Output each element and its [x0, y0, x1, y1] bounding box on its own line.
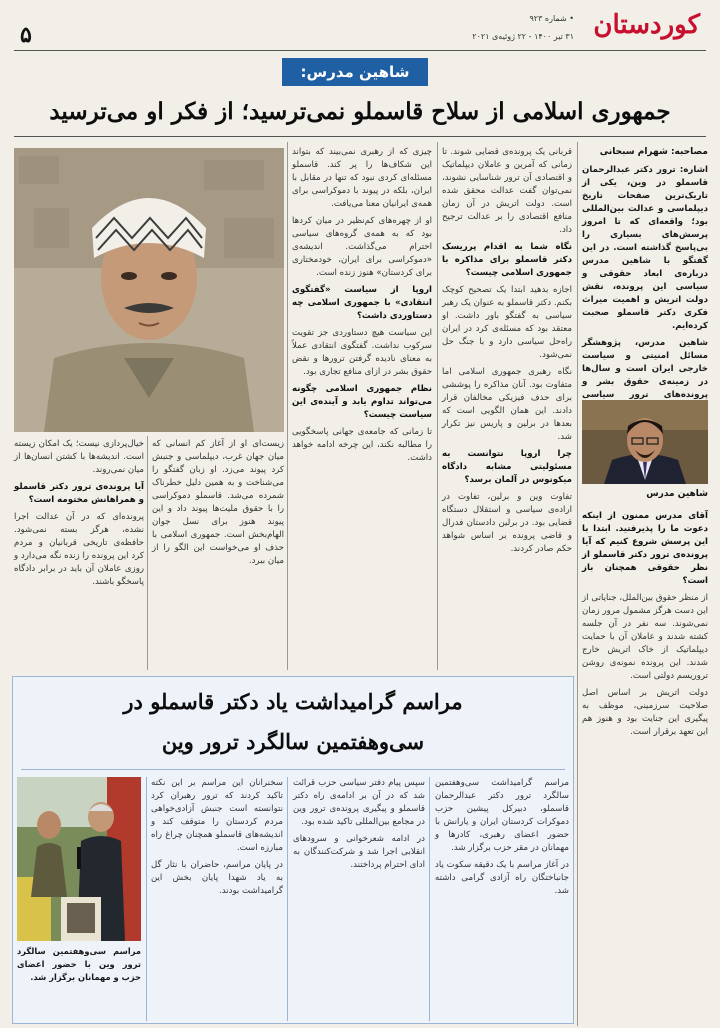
paragraph: پرونده‌ای که در آن عدالت اجرا نشده، هرگز بسته نمی‌شود. حافظه‌ی تاریخی قربانیان و مردم کرد این پرونده را زنده نگه می‌دارد و روزی عاملان آن باید در برابر دادگاه پاسخگو باشند. — [14, 512, 144, 587]
paragraph: خیال‌پردازی نیست؛ یک امکان زیسته است. اندیشه‌ها با کشتن انسان‌ها از میان نمی‌روند. — [14, 439, 144, 475]
event-photo-caption: مراسم سی‌وهفتمین سالگرد ترور وین با حضور اعضای حزب و مهمانان برگزار شد. — [17, 946, 141, 982]
paragraph: قربانی یک پرونده‌ی قضایی شوند. تا زمانی که آمرین و عاملان دیپلماتیک و اقتصادی آن ترور شناسایی نشوند، نمی‌توان گفت عدالت محقق شده است. دولت اتریش در آن زمان منافع اقتصادی را بر عدالت ترجیح داد. — [442, 147, 572, 235]
article-column-1-top — [582, 164, 708, 400]
issue-date: ۳۱ تیر ۱۴۰۰ - ۲۲ ژوئیه‌ی ۲۰۲۱ — [472, 32, 574, 41]
publication-logo: کوردستان — [593, 10, 700, 40]
paragraph: در پایان مراسم، حاضران با نثار گل به یاد شهدا پایان بخش این گرامیداشت بودند. — [151, 860, 283, 896]
issue-number: • شماره ۹۲۳ — [529, 14, 574, 23]
question: آقای مدرس ممنون از اینکه دعوت ما را پذیرفتید. ابتدا با این پرسش شروع کنیم که آیا پرونده‌ی ترور دکتر قاسملو از نظر حقوقی همچنان باز است؟ — [582, 511, 708, 586]
question: آیا پرونده‌ی ترور دکتر قاسملو و همراهانش مختومه است؟ — [14, 482, 144, 505]
photo-caption: شاهین مدرس — [646, 489, 708, 499]
paragraph: از منظر حقوق بین‌الملل، جنایاتی از این دست هرگز مشمول مرور زمان نمی‌شوند. سه نفر در آن جلسه کشته شدند و عاملان آن با حمایت دیپلماتیک از خاک اتریش خارج شدند. این پرونده نمونه‌ی روشن تروریسم دولتی است. — [582, 593, 708, 681]
article-column-1-bottom — [582, 506, 708, 1022]
paragraph: سخنرانان این مراسم بر این نکته تاکید کردند که ترور رهبران کرد نتوانسته است جنبش آزادی‌خواهی مردم کردستان را متوقف کند و اندیشه‌های قاسملو همچنان چراغ راه مبارزه است. — [151, 778, 283, 853]
paragraph: اجازه بدهید ابتدا یک تصحیح کوچک بکنم. دکتر قاسملو به عنوان یک رهبر سیاسی به گفتگو باور داشت. او معتقد بود که مسئله‌ی کرد در ایران راه‌حل سیاسی دارد و با جنگ حل نمی‌شود. — [442, 285, 572, 360]
portrait-photo — [14, 148, 284, 432]
paragraph: زیست‌ای او از آغاز کم انسانی که میان جهان غرب، دیپلماسی و جنبش کرد پیوند می‌زد. او زبان گفتگو را می‌شناخت و به همین دلیل خطرناک شمرده می‌شد. قاسملو دموکراسی را با حقوق ملیت‌ها پیوند داد و این پیوند هنوز برای نسل جوان الهام‌بخش است. جمهوری اسلامی با حذف او می‌خواست این الگو را از میان ببرد. — [152, 439, 284, 566]
article-column-5 — [14, 438, 144, 668]
column-rule — [437, 142, 438, 670]
paragraph: نگاه رهبری جمهوری اسلامی اما متفاوت بود. آنان مذاکره را پوششی برای حذف فیزیکی مخالفان قرار دادند. این همان الگویی است که بعدها در برلین و پاریس نیز تکرار شد. — [442, 367, 572, 442]
paragraph: تفاوت وین و برلین، تفاوت در اراده‌ی سیاسی و استقلال دستگاه قضایی بود. در برلین دادستان فدرال و قاضی پرونده بر اساس شواهد حکم صادر کردند. — [442, 492, 572, 554]
paragraph: شاهین مدرس، پژوهشگر مسائل امنیتی و سیاست خارجی ایران است و سال‌ها در زمینه‌ی حقوق بشر و پرونده‌های ترور سیاسی — [582, 338, 708, 400]
paragraph: دولت اتریش بر اساس اصل صلاحیت سرزمینی، موظف به پیگیری این جنایت بود و هنوز هم این تعهد برقرار است. — [582, 688, 708, 737]
event-column-3 — [151, 777, 283, 1021]
event-photo — [17, 777, 141, 941]
event-headline-line-1: مراسم گرامیداشت یاد دکتر قاسملو در — [123, 689, 463, 714]
page-number: ۵ — [20, 22, 32, 48]
event-image — [17, 777, 141, 941]
article-column-3 — [292, 146, 432, 668]
article-headline: جمهوری اسلامی از سلاح قاسملو نمی‌ترسید؛ از فکر او می‌ترسید — [49, 98, 671, 125]
article-column-4 — [152, 438, 284, 668]
interviewee-photo — [582, 400, 708, 484]
event-column-2 — [293, 777, 425, 1021]
question: چرا اروپا نتوانست به مسئولیتی مشابه دادگاه میکونوس در آلمان برسد؟ — [442, 449, 572, 485]
paragraph: این سیاست هیچ دستاوردی جز تقویت سرکوب نداشت. گفتگوی انتقادی عملاً به معنای نادیده گرفتن ترورها و نقض حقوق بشر در ازای منافع تجاری بود. — [292, 328, 432, 377]
event-column-1 — [435, 777, 569, 1021]
masthead-rule — [14, 50, 706, 51]
question: نظام جمهوری اسلامی چگونه می‌تواند تداوم یابد و آینده‌ی این سیاست چیست؟ — [292, 384, 432, 420]
column-rule — [287, 142, 288, 670]
event-headline-rule — [21, 769, 565, 770]
paragraph: اشاره: ترور دکتر عبدالرحمان قاسملو در وین، یکی از تاریک‌ترین صفحات تاریخ دیپلماسی و عدالت بین‌المللی بود؛ واقعه‌ای که تا امروز پرسش‌های بسیاری را بی‌پاسخ گذاشته است. در این گفتگو با شاهین مدرس درباره‌ی ابعاد حقوقی و سیاسی این پرونده، نقش دولت اتریش و اهمیت میراث فکری دکتر قاسملو صحبت کرده‌ایم. — [582, 165, 708, 331]
question: اروپا از سیاست «گفتگوی انتقادی» با جمهوری اسلامی چه دستاوردی داشت؟ — [292, 285, 432, 321]
author-banner: شاهین مدرس: — [282, 58, 428, 86]
interviewee-image — [582, 400, 708, 484]
portrait-image — [14, 148, 284, 432]
event-headline-line-2: سی‌وهفتمین سالگرد ترور وین — [161, 729, 425, 754]
paragraph: چیزی که از رهبری نمی‌بیند که بتواند این شکاف‌ها را پر کند. قاسملو مسئله‌ای کردی نبود که تنها در مقابل با ایران، بلکه در پیوند با دموکراسی برای همه‌ی ایرانیان معنا می‌یافت. — [292, 147, 432, 209]
column-rule — [146, 777, 147, 1021]
column-rule — [429, 777, 430, 1021]
paragraph: در آغاز مراسم با یک دقیقه سکوت یاد جانباختگان راه آزادی گرامی داشته شد. — [435, 860, 569, 896]
column-rule — [147, 436, 148, 670]
headline-rule — [14, 136, 706, 137]
paragraph: سپس پیام دفتر سیاسی حزب قرائت شد که در آن بر ادامه‌ی راه دکتر قاسملو و پیگیری پرونده‌ی ترور وین در مجامع بین‌المللی تاکید شده بود. — [293, 778, 425, 827]
paragraph: مراسم گرامیداشت سی‌وهفتمین سالگرد ترور دکتر عبدالرحمان قاسملو، دبیرکل پیشین حزب دموکرات کردستان ایران و یارانش با حضور اعضای رهبری، کادرها و مهمانان در مقر حزب برگزار شد. — [435, 778, 569, 853]
column-rule — [577, 142, 578, 1026]
column-rule — [287, 777, 288, 1021]
event-article-box — [12, 676, 574, 1024]
paragraph: در ادامه شعرخوانی و سرودهای انقلابی اجرا شد و شرکت‌کنندگان به ادای احترام پرداختند. — [293, 834, 425, 870]
paragraph: او از چهره‌های کم‌نظیر در میان کردها بود که به همه‌ی گروه‌های سیاسی احترام می‌گذاشت. اندیشه‌ی «دموکراسی برای ایران، خودمختاری برای کردستان» هنوز زنده است. — [292, 216, 432, 278]
article-byline: مصاحبه: شهرام سبحانی — [599, 147, 708, 157]
question: نگاه شما به اقدام پرریسک دکتر قاسملو برای مذاکره با جمهوری اسلامی چیست؟ — [442, 242, 572, 278]
paragraph: تا زمانی که جامعه‌ی جهانی پاسخگویی را مطالبه نکند، این چرخه ادامه خواهد داشت. — [292, 427, 432, 463]
